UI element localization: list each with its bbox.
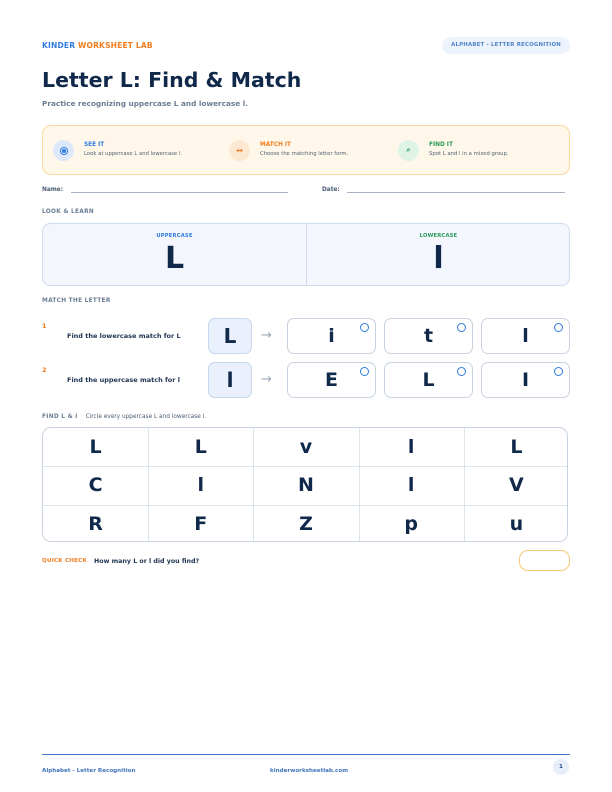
match-option[interactable] [481,318,570,354]
option-letter: l [522,325,529,347]
step-title: SEE IT [84,142,105,148]
grid-letter-cell[interactable]: l [197,474,205,497]
grid-letter-cell[interactable]: p [404,512,418,535]
grid-letter-cell[interactable]: L [510,436,523,459]
uppercase-panel [43,224,306,285]
brand-name-part1: KINDER [42,41,76,50]
quick-check-label: QUICK CHECK [42,558,88,564]
grid-letter-cell[interactable]: L [194,436,207,459]
footer-rule [42,754,570,755]
page-subtitle: Practice recognizing uppercase L and lowercase l. [42,99,249,108]
date-field[interactable] [347,192,565,193]
grid-letter-cell[interactable]: V [509,474,524,497]
topic-badge: ALPHABET - LETTER RECOGNITION [442,37,570,54]
right-arrow-icon: → [261,328,272,343]
lowercase-letter: l [433,241,444,276]
match-option[interactable] [384,318,473,354]
find-instruction: Circle every uppercase L and lowercase l. [85,414,207,420]
step-title: FIND IT [429,142,453,148]
page-title: Letter L: Find & Match [42,68,302,92]
grid-letter-cell[interactable]: F [194,512,208,535]
circle-bubble-icon[interactable] [360,323,369,332]
step-description: Spot L and l in a mixed group. [429,151,509,157]
worksheet-page [42,0,570,792]
magnifier-icon: ⌕ [398,140,419,161]
target-letter: l [208,362,252,398]
quick-check-question: How many L or l did you find? [94,558,200,565]
find-heading [42,414,206,420]
uppercase-label: UPPERCASE [156,233,193,239]
uppercase-letter: L [164,241,185,276]
answer-box[interactable] [519,550,570,571]
footer-title: Alphabet - Letter Recognition [42,768,136,774]
grid-letter-cell[interactable]: Z [299,512,313,535]
letter-grid [42,427,568,542]
grid-letter-cell[interactable]: v [299,436,313,459]
circle-bubble-icon[interactable] [360,367,369,376]
grid-letter-cell[interactable]: u [509,512,524,535]
double-arrow-icon: ↔ [229,140,250,161]
brand-name-part2: WORKSHEET LAB [78,41,153,50]
row-number: 1 [42,322,47,330]
option-letter: I [521,369,530,391]
brand-logo [42,41,153,50]
grid-letter-cell[interactable]: R [88,512,103,535]
right-arrow-icon: → [261,372,272,387]
target-letter: L [208,318,252,354]
option-letter: i [328,325,335,347]
name-field[interactable] [71,192,288,193]
match-option[interactable] [384,362,473,398]
name-label: Name: [42,187,64,193]
option-letter: L [422,369,435,391]
circle-bubble-icon[interactable] [457,323,466,332]
radio-dot-icon [53,140,74,161]
grid-letter-cell[interactable]: L [89,436,102,459]
find-label: FIND L & l [42,414,78,420]
row-prompt: Find the lowercase match for L [67,332,181,340]
lowercase-panel [307,224,570,285]
steps-banner [42,125,570,175]
circle-bubble-icon[interactable] [554,367,563,376]
option-letter: E [325,369,338,391]
option-letter: t [423,325,434,347]
row-number: 2 [42,366,47,374]
grid-letter-cell[interactable]: l [407,436,415,459]
grid-letter-cell[interactable]: l [407,474,415,497]
row-prompt: Find the uppercase match for l [67,376,180,384]
circle-bubble-icon[interactable] [457,367,466,376]
lowercase-label: LOWERCASE [419,233,458,239]
look-learn-heading: LOOK & LEARN [42,209,94,215]
match-option[interactable] [287,362,376,398]
footer-website: kinderworksheetlab.com [270,768,349,774]
date-label: Date: [322,187,340,193]
match-option[interactable] [287,318,376,354]
step-description: Choose the matching letter form. [260,151,349,157]
step-description: Look at uppercase L and lowercase l. [84,151,183,157]
page-number: 1 [553,759,569,775]
circle-bubble-icon[interactable] [554,323,563,332]
look-learn-card [42,223,570,286]
grid-letter-cell[interactable]: C [88,474,103,497]
match-heading: MATCH THE LETTER [42,298,111,304]
match-option[interactable] [481,362,570,398]
grid-letter-cell[interactable]: N [298,474,314,497]
step-title: MATCH IT [260,142,291,148]
